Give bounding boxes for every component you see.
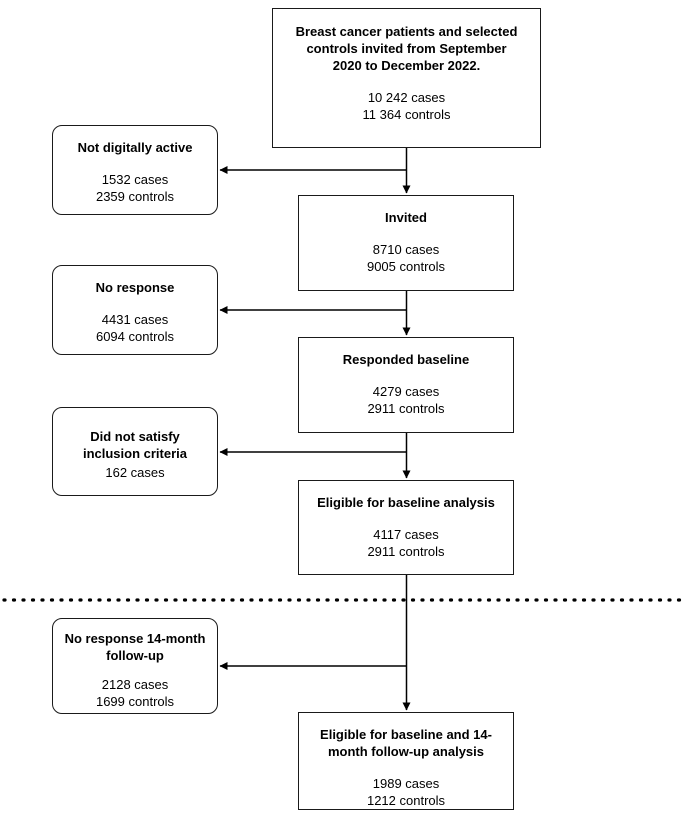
box-title: Not digitally active [77,140,193,155]
controls-count: 1699 controls [95,693,175,709]
flow-box-inclusion-criteria [52,407,218,496]
controls-count: 11 364 controls [362,106,451,122]
controls-count: 2359 controls [95,188,175,204]
cases-count: 4431 cases [101,311,169,327]
box-title: Invited [385,210,427,225]
box-title: Eligible for baseline analysis [317,495,495,510]
cases-count: 1989 cases [372,775,440,791]
box-title: Responded baseline [342,352,470,367]
box-title: Eligible for baseline and 14-month follow-up analysis [320,727,492,759]
box-numbers [307,384,505,418]
cases-count: 1532 cases [101,171,169,187]
controls-count: 6094 controls [95,328,175,344]
box-numbers [291,90,522,124]
flow-box-responded-baseline [298,337,514,433]
box-title: No response 14-month follow-up [64,631,206,663]
box-numbers [307,527,505,561]
controls-count: 2911 controls [367,400,445,416]
cases-count: 162 cases [105,464,165,480]
box-numbers [61,312,209,346]
cases-count: 8710 cases [372,241,440,257]
flow-box-no-response-followup [52,618,218,714]
controls-count: 2911 controls [367,543,445,559]
flow-box-no-response [52,265,218,355]
flow-box-invited [298,195,514,291]
flow-box-eligible-baseline [298,480,514,575]
controls-count: 1212 controls [366,792,446,808]
box-title: No response [95,280,175,295]
controls-count: 9005 controls [366,258,446,274]
cases-count: 2128 cases [101,676,169,692]
box-numbers [61,465,209,482]
box-title: Breast cancer patients and selected controls invited from September 2020 to December 2022. [295,24,518,73]
cases-count: 4117 cases [373,526,439,542]
flow-box-not-digitally-active [52,125,218,215]
box-numbers [61,172,209,206]
flow-box-eligible-followup [298,712,514,810]
box-numbers [307,242,505,276]
box-numbers [61,677,209,711]
box-title: Did not satisfy inclusion criteria [82,429,188,461]
cases-count: 4279 cases [372,383,440,399]
flow-box-recruited [272,8,541,148]
cases-count: 10 242 cases [367,89,446,105]
box-numbers [307,776,505,810]
